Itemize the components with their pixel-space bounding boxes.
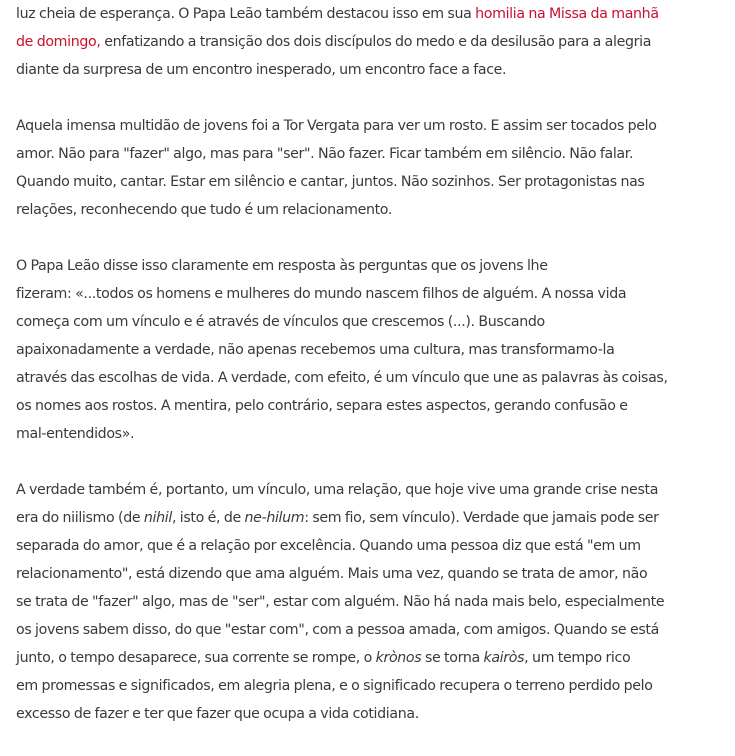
text-line: diante da surpresa de um encontro inesperado, um encontro face a face. bbox=[16, 62, 507, 78]
text-line: O Papa Leão disse isso claramente em resposta às perguntas que os jovens lhe bbox=[16, 258, 548, 274]
text-line bbox=[16, 504, 731, 532]
italic-term-kairos: kairòs bbox=[483, 650, 525, 666]
text-line: os nomes aos rostos. A mentira, pelo contrário, separa estes aspectos, gerando confusão e bbox=[16, 398, 628, 414]
text-segment: se torna bbox=[421, 650, 484, 666]
text-line: excesso de fazer e ter que fazer que ocupa a vida cotidiana. bbox=[16, 706, 419, 722]
text-line: Quando muito, cantar. Estar em silêncio e cantar, juntos. Não sozinhos. Ser protagonistas nas bbox=[16, 174, 645, 190]
text-segment: : sem fio, sem vínculo). Verdade que jamais pode ser bbox=[304, 510, 659, 526]
text-line: A verdade também é, portanto, um vínculo, uma relação, que hoje vive uma grande crise nesta bbox=[16, 482, 659, 498]
text-segment: enfatizando a transição dos dois discípulos do medo e da desilusão para a alegria bbox=[100, 34, 652, 50]
text-segment: era do niilismo (de bbox=[16, 510, 144, 526]
text-segment: , isto é, de bbox=[171, 510, 245, 526]
homily-link[interactable]: homilia na Missa da manhã bbox=[475, 6, 659, 22]
paragraph-4 bbox=[16, 476, 731, 728]
text-line: Aquela imensa multidão de jovens foi a Tor Vergata para ver um rosto. E assim ser tocados pelo bbox=[16, 118, 657, 134]
italic-term-nihil: nihil bbox=[143, 510, 172, 526]
text-line: separada do amor, que é a relação por excelência. Quando uma pessoa diz que está "em um bbox=[16, 538, 641, 554]
text-line bbox=[16, 644, 731, 672]
text-line: fizeram: «...todos os homens e mulheres do mundo nascem filhos de alguém. A nossa vida bbox=[16, 286, 627, 302]
paragraph-3 bbox=[16, 252, 731, 448]
article-body bbox=[16, 0, 731, 756]
paragraph-2 bbox=[16, 112, 731, 224]
text-line: começa com um vínculo e é através de vínculos que crescemos (...). Buscando bbox=[16, 314, 545, 330]
text-line: amor. Não para "fazer" algo, mas para "ser". Não fazer. Ficar também em silêncio. Não falar. bbox=[16, 146, 634, 162]
text-line: os jovens sabem disso, do que "estar com", com a pessoa amada, com amigos. Quando se está bbox=[16, 622, 659, 638]
text-line: se trata de "fazer" algo, mas de "ser", estar com alguém. Não há nada mais belo, especialmente bbox=[16, 594, 665, 610]
text-line bbox=[16, 28, 731, 56]
text-line: apaixonadamente a verdade, não apenas recebemos uma cultura, mas transformamo-la bbox=[16, 342, 615, 358]
text-line: através das escolhas de vida. A verdade, com efeito, é um vínculo que une as palavras às coisas, bbox=[16, 370, 668, 386]
text-segment: , um tempo rico bbox=[524, 650, 631, 666]
italic-term-kronos: krònos bbox=[375, 650, 422, 666]
italic-term-ne-hilum: ne-hilum bbox=[244, 510, 305, 526]
text-line: relações, reconhecendo que tudo é um relacionamento. bbox=[16, 202, 393, 218]
text-line: em promessas e significados, em alegria plena, e o significado recupera o terreno perdido pelo bbox=[16, 678, 653, 694]
text-line: mal-entendidos». bbox=[16, 426, 135, 442]
text-line bbox=[16, 0, 731, 28]
paragraph-1 bbox=[16, 0, 731, 84]
text-segment: luz cheia de esperança. O Papa Leão também destacou isso em sua bbox=[16, 6, 476, 22]
text-segment: junto, o tempo desaparece, sua corrente se rompe, o bbox=[16, 650, 376, 666]
text-line: relacionamento", está dizendo que ama alguém. Mais uma vez, quando se trata de amor, não bbox=[16, 566, 648, 582]
homily-link-continued[interactable]: de domingo, bbox=[16, 34, 101, 50]
